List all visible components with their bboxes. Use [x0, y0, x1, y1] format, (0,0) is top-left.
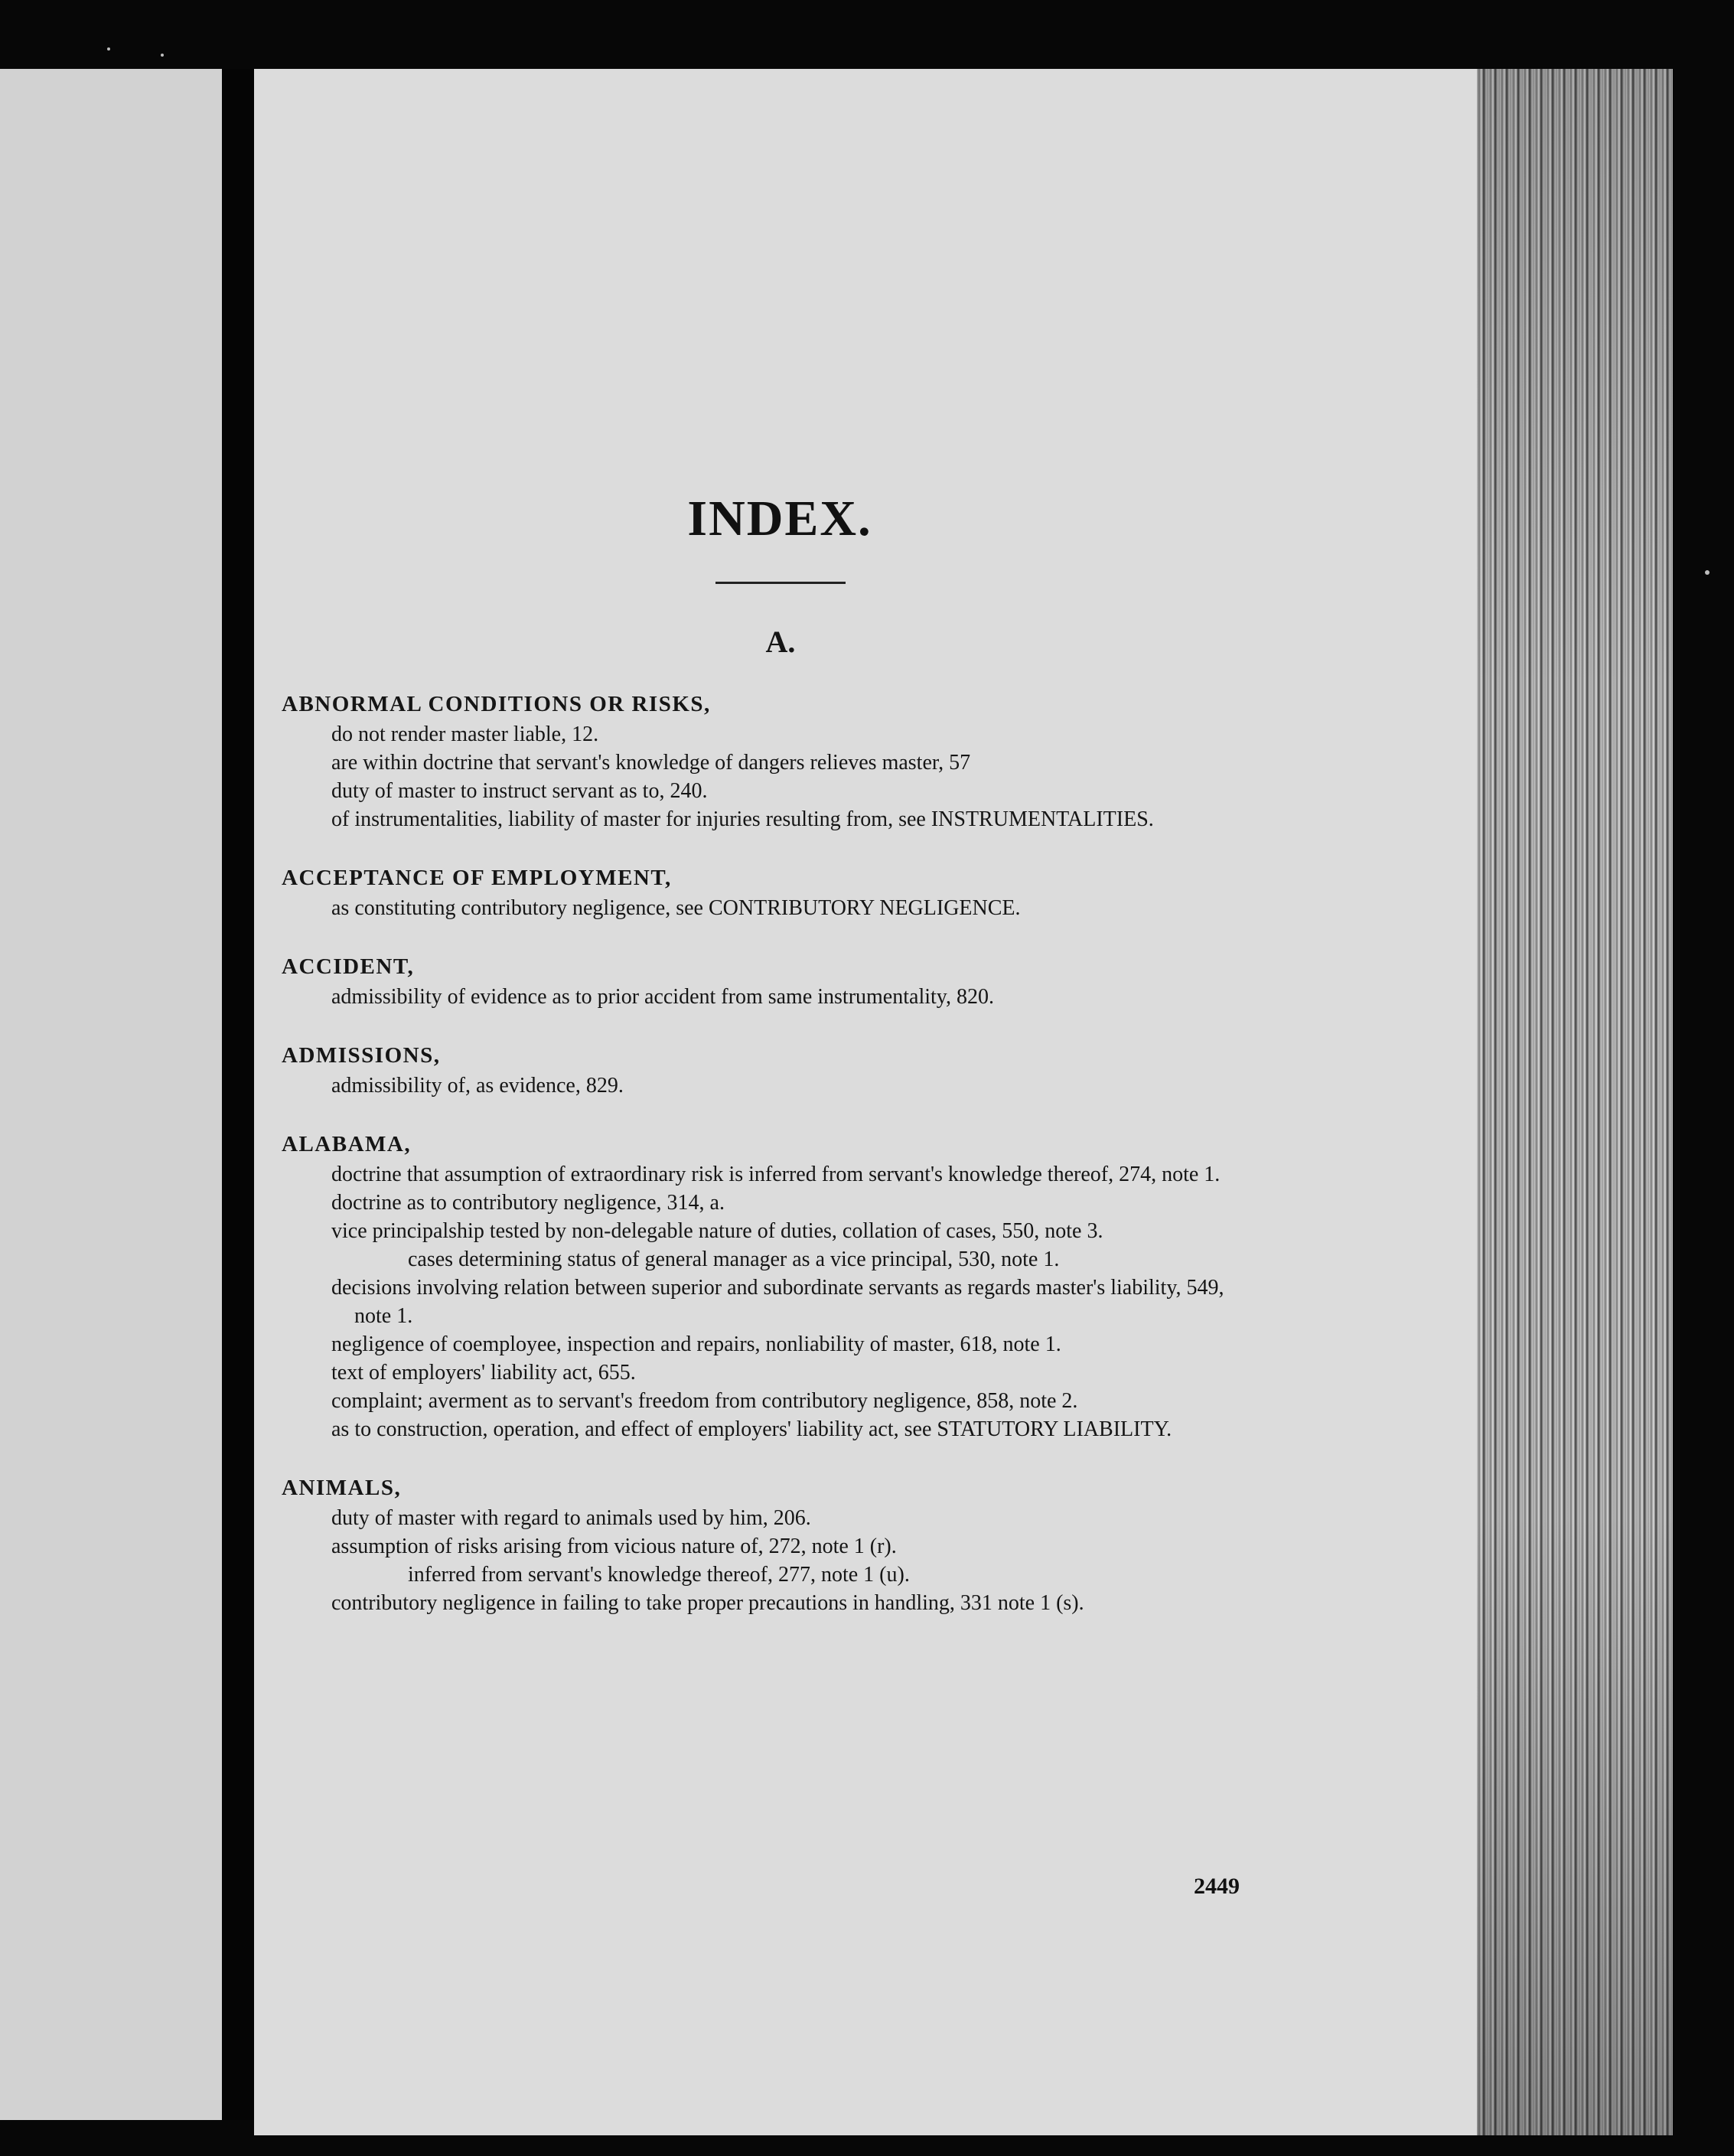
page-title: INDEX.: [687, 491, 872, 546]
entry-line: cases determining status of general manager as a vice principal, 530, note 1.: [408, 1248, 1060, 1271]
entry-line: duty of master with regard to animals used by him, 206.: [331, 1506, 811, 1530]
entry-heading: ACCIDENT,: [282, 954, 415, 979]
entry-line: inferred from servant's knowledge thereof, 277, note 1 (u).: [408, 1563, 910, 1587]
entry-heading: ADMISSIONS,: [282, 1043, 441, 1068]
page-text: [282, 490, 1261, 1617]
scan-speck: [161, 54, 164, 57]
entry-line: doctrine as to contributory negligence, 314, a.: [331, 1191, 725, 1215]
index-entry: [282, 863, 1261, 922]
entry-line: of instrumentalities, liability of master for injuries resulting from, see INSTRUMENTALITIES.: [331, 807, 1154, 831]
title-rule: [715, 582, 846, 584]
index-entry: [282, 951, 1261, 1011]
entry-line: vice principalship tested by non-delegable nature of duties, collation of cases, 550, note 3.: [331, 1219, 1103, 1243]
entry-line: text of employers' liability act, 655.: [331, 1361, 636, 1385]
entry-heading: ACCEPTANCE OF EMPLOYMENT,: [282, 866, 672, 890]
entry-line: decisions involving relation between superior and subordinate servants as regards master's liability, 549, note 1.: [331, 1276, 1224, 1328]
entry-line: doctrine that assumption of extraordinary risk is inferred from servant's knowledge thereof, 274, note 1.: [331, 1163, 1221, 1186]
spine-gutter: [222, 69, 254, 2120]
index-entry: [282, 689, 1261, 833]
entry-line: do not render master liable, 12.: [331, 722, 599, 746]
scan-speck: [107, 47, 110, 51]
entry-heading: ALABAMA,: [282, 1132, 412, 1156]
entry-line: assumption of risks arising from vicious nature of, 272, note 1 (r).: [331, 1535, 897, 1558]
entry-line: complaint; averment as to servant's freedom from contributory negligence, 858, note 2.: [331, 1389, 1078, 1413]
index-entry: [282, 1129, 1261, 1443]
entry-line: negligence of coemployee, inspection and repairs, nonliability of master, 618, note 1.: [331, 1332, 1061, 1356]
scan-speck: [1705, 570, 1710, 575]
entry-line: as to construction, operation, and effect of employers' liability act, see STATUTORY LIABILITY.: [331, 1417, 1172, 1441]
page-number: 2449: [1194, 1874, 1240, 1899]
entry-line: admissibility of evidence as to prior accident from same instrumentality, 820.: [331, 985, 994, 1009]
index-entry: [282, 1040, 1261, 1100]
left-page-edge: [0, 69, 222, 2120]
entry-line: admissibility of, as evidence, 829.: [331, 1074, 624, 1098]
fore-edge-shading: [1477, 69, 1673, 2135]
index-entry: [282, 1473, 1261, 1617]
entry-line: are within doctrine that servant's knowledge of dangers relieves master, 57: [331, 751, 971, 775]
entry-heading: ANIMALS,: [282, 1476, 402, 1500]
entry-line: contributory negligence in failing to take proper precautions in handling, 331 note 1 (s).: [331, 1591, 1084, 1615]
entry-heading: ABNORMAL CONDITIONS OR RISKS,: [282, 692, 711, 716]
entry-line: as constituting contributory negligence, see CONTRIBUTORY NEGLIGENCE.: [331, 896, 1021, 920]
entry-line: duty of master to instruct servant as to, 240.: [331, 779, 708, 803]
section-letter: A.: [765, 625, 796, 659]
index-entries: [282, 689, 1261, 1617]
